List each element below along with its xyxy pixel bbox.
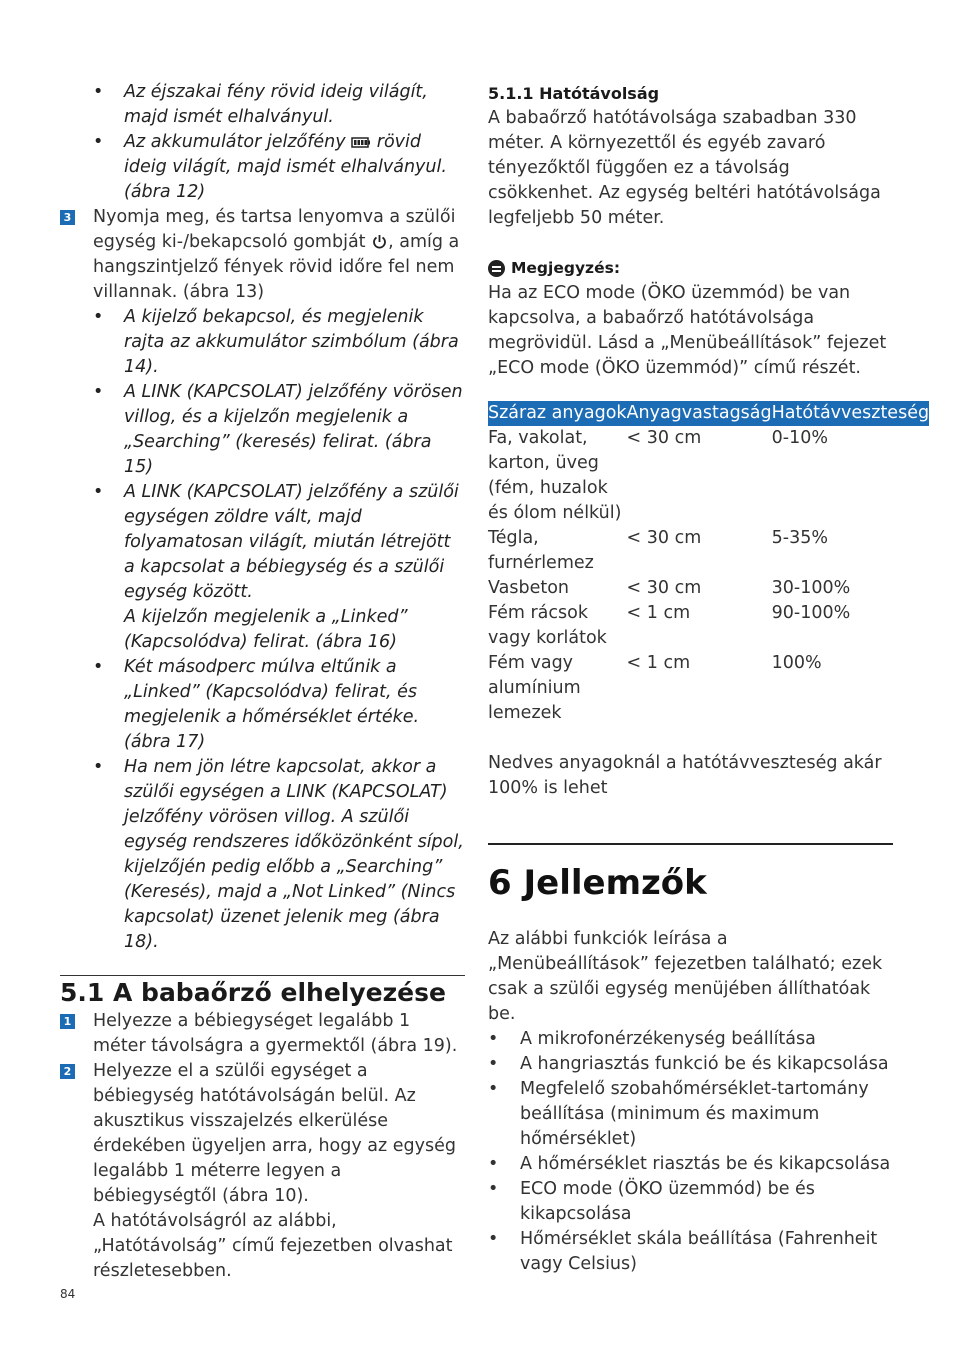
table-row [488, 601, 929, 651]
table-header-row [488, 401, 929, 426]
right-column [488, 80, 930, 1277]
table-cell: 30-100% [771, 578, 851, 598]
list-item: • Két másodperc múlva eltűnik a „Linked” (Kapcsolódva) felirat, és megjelenik a hőmérséklet értéke. (ábra 17) [60, 655, 465, 755]
step-text: Helyezze a bébiegységet legalább 1 méter távolságra a gyermektől (ábra 19). [93, 1011, 458, 1056]
step-number: 3 [60, 210, 75, 225]
step-2 [60, 1059, 465, 1209]
list-item-text: rövid ideig világít, majd ismét elhalványul. (ábra 12) [124, 132, 447, 202]
table-row [488, 576, 929, 601]
list-item-text: A kijelzőn megjelenik a „Linked” (Kapcsolódva) felirat. (ábra 16) [124, 607, 408, 652]
range-loss-table [488, 401, 929, 726]
step-text: Nyomja meg, és tartsa lenyomva a szülői egység ki-/bekapcsoló gombját [93, 207, 456, 252]
table-cell: < 30 cm [626, 428, 702, 448]
note-text: Ha az ECO mode (ÖKO üzemmód) be van kapcsolva, a babaőrző hatótávolsága megrövidül. Lásd a „Menübeállítások” fejezet „ECO mode (ÖKO üzemmód)” című részét. [488, 283, 887, 378]
table-cell: Fém rácsok vagy korlátok [488, 603, 607, 648]
chapter-6-intro: Az alábbi funkciók leírása a „Menübeállítások” fejezetben található; ezek csak a szülői egység menüjében állíthatóak be. [488, 929, 883, 1024]
list-item: • Megfelelő szobahőmérséklet-tartomány beállítása (minimum és maximum hőmérséklet) [488, 1077, 893, 1152]
step-1 [60, 1009, 465, 1059]
table-row [488, 426, 929, 526]
table-row [488, 526, 929, 576]
battery-icon [351, 137, 371, 148]
power-icon [372, 234, 387, 250]
table-header: Száraz anyagok [488, 401, 627, 426]
table-cell: Tégla, furnérlemez [488, 528, 594, 573]
table-cell: Fém vagy alumínium lemezek [488, 653, 581, 723]
step-text: , amíg a hangszintjelző fények rövid időre fel nem villannak. (ábra 13) [93, 232, 460, 302]
section-5-1-extra: A hatótávolságról az alábbi, „Hatótávolság” című fejezetben olvashat részletesebben. [93, 1211, 453, 1281]
step-number: 2 [60, 1064, 75, 1079]
table-cell: < 30 cm [626, 528, 702, 548]
table-note: Nedves anyagoknál a hatótávveszteség akár 100% is lehet [488, 753, 882, 798]
step-number: 1 [60, 1014, 75, 1029]
table-cell: 0-10% [771, 428, 828, 448]
list-item: • Ha nem jön létre kapcsolat, akkor a szülői egységen a LINK (KAPCSOLAT) jelzőfény vörösen villog. A szülői egység rendszeres időközönként sípol, kijelzőjén pedig előbb a „Searching” (Keresés), majd a „Not Linked” (Nincs kapcsolat) üzenet jelenik meg (ábra 18). [60, 755, 465, 955]
list-item: • A mikrofonérzékenység beállítása [488, 1027, 893, 1052]
page-number: 84 [60, 1287, 76, 1301]
table-row [488, 651, 929, 726]
table-cell: 90-100% [771, 603, 851, 623]
table-cell: Vasbeton [488, 578, 569, 598]
table-header: Hatótávveszteség [772, 401, 929, 426]
left-column [60, 80, 465, 1284]
list-item [60, 130, 465, 205]
section-5-1-heading: 5.1 A babaőrző elhelyezése [60, 975, 465, 1009]
list-item: • Hőmérséklet skála beállítása (Fahrenheit vagy Celsius) [488, 1227, 893, 1277]
table-cell: < 30 cm [626, 578, 702, 598]
table-cell: < 1 cm [626, 603, 691, 623]
list-item: • Az éjszakai fény rövid ideig világít, majd ismét elhalványul. [60, 80, 465, 130]
list-item [60, 480, 465, 655]
note-icon [488, 260, 505, 277]
list-item: • A LINK (KAPCSOLAT) jelzőfény vörösen villog, és a kijelzőn megjelenik a „Searching” (keresés) felirat. (ábra 15) [60, 380, 465, 480]
section-5-1-1-heading: 5.1.1 Hatótávolság [488, 84, 660, 103]
chapter-6-heading: 6 Jellemzők [488, 843, 893, 905]
note-heading [488, 256, 893, 281]
table-header: Anyagvastagság [627, 401, 772, 426]
list-item: • A hőmérséklet riasztás be és kikapcsolása [488, 1152, 893, 1177]
list-item: • A kijelző bekapcsol, és megjelenik rajta az akkumulátor szimbólum (ábra 14). [60, 305, 465, 380]
section-5-1-1-text: A babaőrző hatótávolsága szabadban 330 méter. A környezettől és egyéb zavaró tényezőktől függően ez a távolság csökkenhet. Az egység beltéri hatótávolsága legfeljebb 50 méter. [488, 108, 881, 228]
step-text: Helyezze el a szülői egységet a bébiegység hatótávolságán belül. Az akusztikus visszajelzés elkerülése érdekében ügyeljen arra, hogy az egység legalább 1 méterre legyen a bébiegységtől (ábra 10). [93, 1061, 456, 1206]
list-item-text: • A LINK (KAPCSOLAT) jelzőfény a szülői egységen zöldre vált, majd folyamatosan világít, miután létrejött a kapcsolat a bébiegység és a szülői egység között. [124, 482, 459, 602]
list-item: • ECO mode (ÖKO üzemmód) be és kikapcsolása [488, 1177, 893, 1227]
step-3 [60, 205, 465, 305]
table-cell: 100% [771, 653, 822, 673]
list-item-text: Az akkumulátor jelzőfény [124, 132, 346, 152]
table-cell: < 1 cm [626, 653, 691, 673]
table-cell: Fa, vakolat, karton, üveg (fém, huzalok és ólom nélkül) [488, 428, 622, 523]
list-item: • A hangriasztás funkció be és kikapcsolása [488, 1052, 893, 1077]
table-cell: 5-35% [771, 528, 828, 548]
note-title: Megjegyzés: [511, 259, 621, 277]
